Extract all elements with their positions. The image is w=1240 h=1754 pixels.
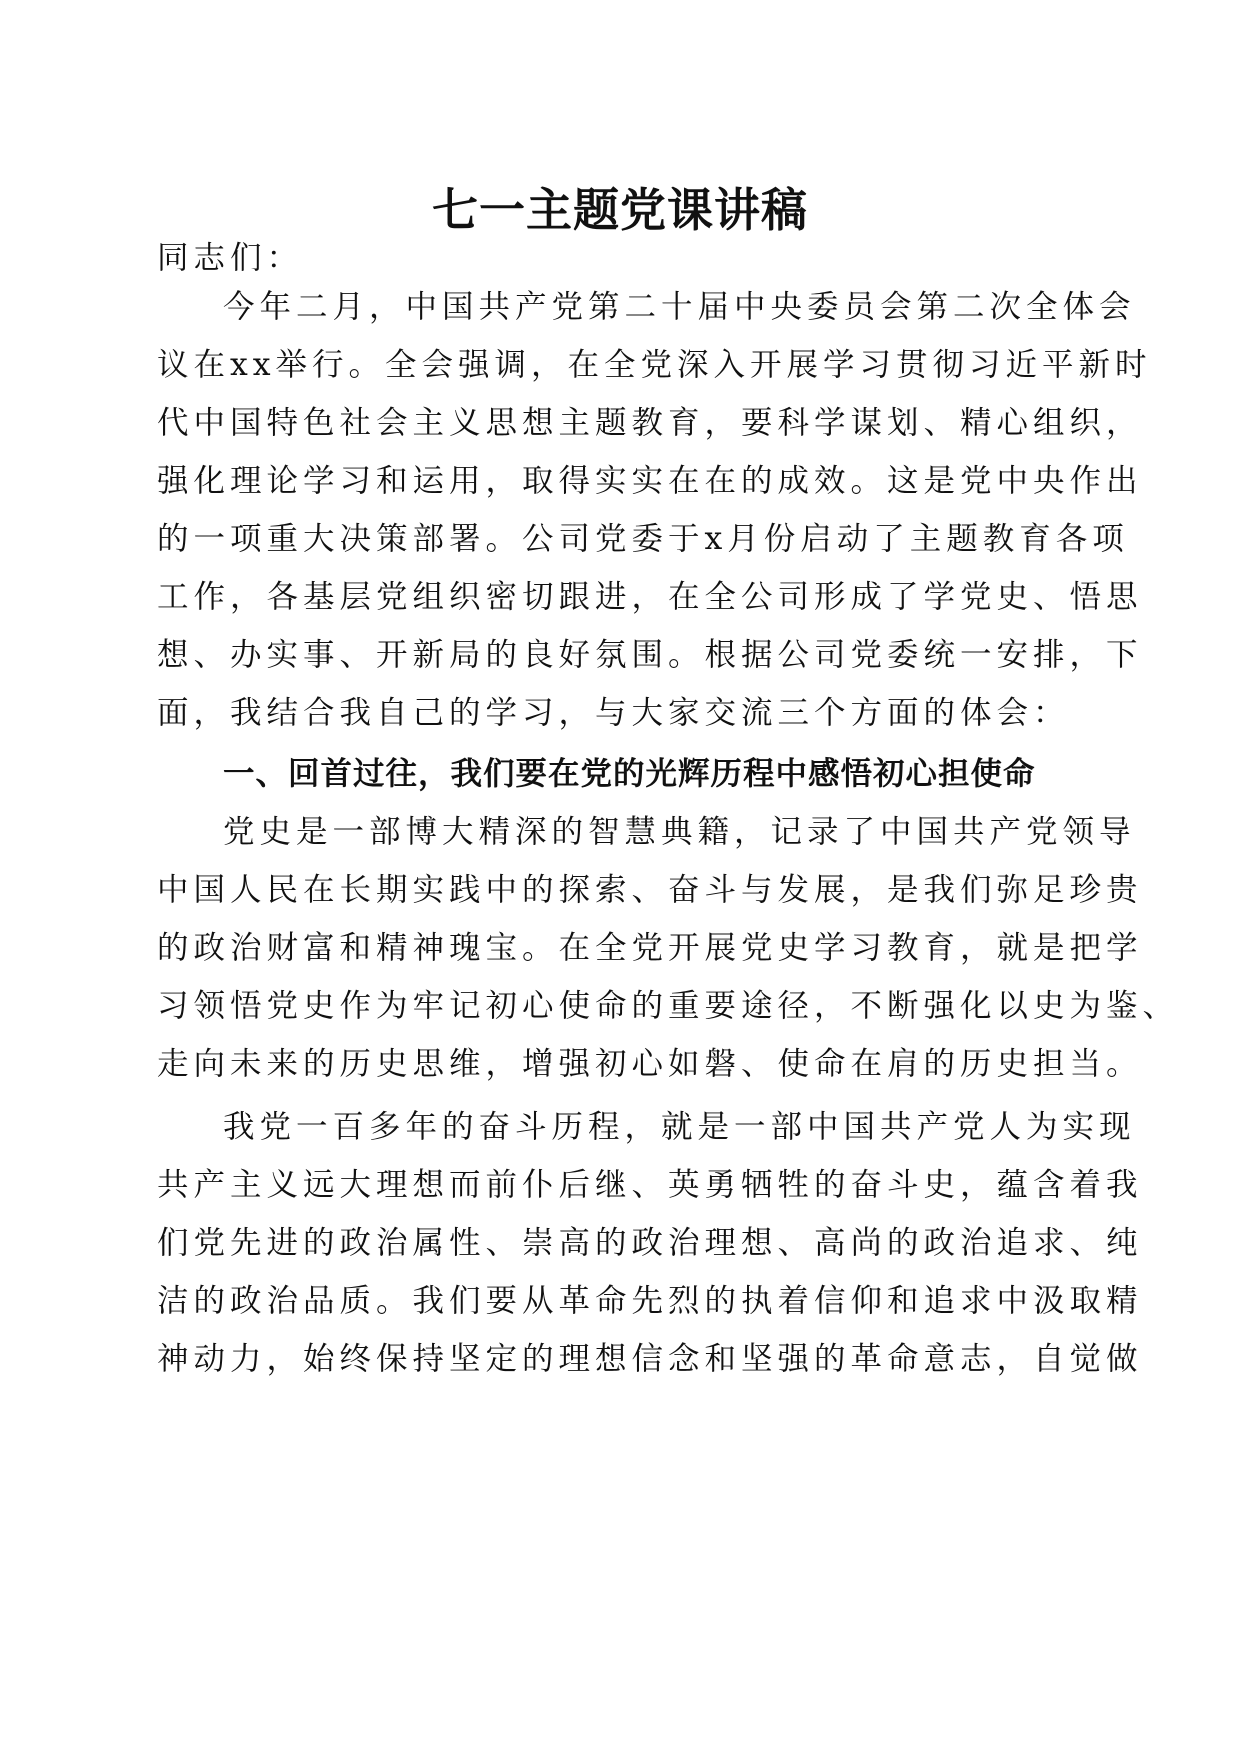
paragraph-line: 面，我结合我自己的学习，与大家交流三个方面的体会： [157,695,1070,731]
paragraph-line: 的政治财富和精神瑰宝。在全党开展党史学习教育，就是把学 [157,930,1143,966]
paragraph-line: 想、办实事、开新局的良好氛围。根据公司党委统一安排，下 [157,637,1143,673]
paragraph-line: 议在xx举行。全会强调，在全党深入开展学习贯彻习近平新时 [157,347,1152,383]
paragraph-line: 强化理论学习和运用，取得实实在在的成效。这是党中央作出 [157,463,1143,499]
paragraph-line: 我党一百多年的奋斗历程，就是一部中国共产党人为实现 [223,1109,1136,1145]
section-heading: 一、回首过往，我们要在党的光辉历程中感悟初心担使命 [223,756,1036,792]
paragraph-line: 中国人民在长期实践中的探索、奋斗与发展，是我们弥足珍贵 [157,872,1143,908]
document-title: 七一主题党课讲稿 [432,183,808,237]
paragraph-line: 洁的政治品质。我们要从革命先烈的执着信仰和追求中汲取精 [157,1283,1143,1319]
paragraph-line: 今年二月，中国共产党第二十届中央委员会第二次全体会 [223,289,1136,325]
paragraph-line: 工作，各基层党组织密切跟进，在全公司形成了学党史、悟思 [157,579,1143,615]
paragraph-line: 的一项重大决策部署。公司党委于x月份启动了主题教育各项 [157,521,1129,557]
salutation: 同志们： [157,240,304,276]
paragraph-line: 们党先进的政治属性、崇高的政治理想、高尚的政治追求、纯 [157,1225,1143,1261]
paragraph-line: 神动力，始终保持坚定的理想信念和坚强的革命意志，自觉做 [157,1341,1143,1377]
paragraph-line: 代中国特色社会主义思想主题教育，要科学谋划、精心组织， [157,405,1143,441]
paragraph-line: 党史是一部博大精深的智慧典籍，记录了中国共产党领导 [223,814,1136,850]
paragraph-line: 习领悟党史作为牢记初心使命的重要途径，不断强化以史为鉴、 [157,988,1180,1024]
paragraph-line: 共产主义远大理想而前仆后继、英勇牺牲的奋斗史，蕴含着我 [157,1167,1143,1203]
paragraph-line: 走向未来的历史思维，增强初心如磐、使命在肩的历史担当。 [157,1046,1143,1082]
